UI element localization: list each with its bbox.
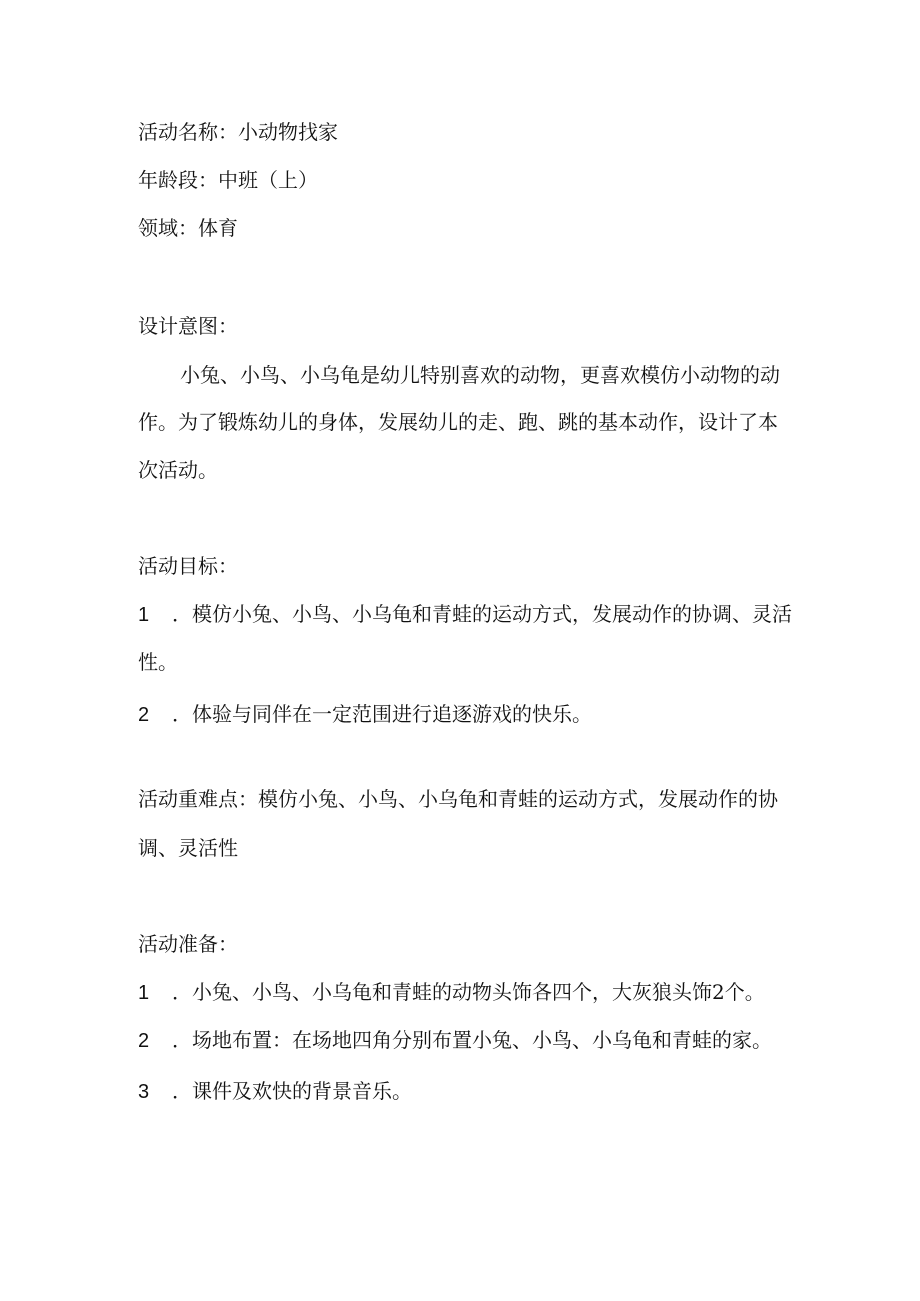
goal-number: 1	[138, 604, 150, 626]
preparation-heading: 活动准备：	[138, 932, 238, 956]
design-intent-line: 作。为了锻炼幼儿的身体，发展幼儿的走、跑、跳的基本动作，设计了本	[138, 410, 778, 434]
preparation-text: ．小兔、小鸟、小乌龟和青蛙的动物头饰各四个，大灰狼头饰2个。	[172, 980, 765, 1004]
preparation-text: ．课件及欢快的背景音乐。	[172, 1079, 412, 1103]
domain-field: 领域：体育	[138, 216, 238, 240]
preparation-number: 3	[138, 1081, 150, 1103]
preparation-number: 2	[138, 1030, 150, 1052]
design-intent-line: 小兔、小鸟、小乌龟是幼儿特别喜欢的动物，更喜欢模仿小动物的动	[180, 363, 780, 387]
activity-name: 活动名称：小动物找家	[138, 120, 338, 144]
design-intent-line: 次活动。	[138, 458, 218, 482]
goal-text-continued: 性。	[138, 650, 178, 674]
preparation-item	[138, 1026, 772, 1055]
goal-number: 2	[138, 704, 150, 726]
preparation-item	[138, 978, 765, 1007]
goal-item	[138, 600, 792, 629]
design-intent-heading: 设计意图：	[138, 314, 238, 338]
preparation-number: 1	[138, 982, 150, 1004]
goals-heading: 活动目标：	[138, 554, 238, 578]
goal-text: ．模仿小兔、小鸟、小乌龟和青蛙的运动方式，发展动作的协调、灵活	[172, 602, 792, 626]
key-points-line: 调、灵活性	[138, 836, 238, 860]
key-points-line: 活动重难点：模仿小兔、小鸟、小乌龟和青蛙的运动方式，发展动作的协	[138, 787, 778, 811]
goal-item	[138, 700, 592, 729]
age-group: 年龄段：中班（上）	[138, 168, 318, 192]
preparation-item	[138, 1077, 412, 1106]
preparation-text: ．场地布置：在场地四角分别布置小兔、小鸟、小乌龟和青蛙的家。	[172, 1028, 772, 1052]
goal-text: ．体验与同伴在一定范围进行追逐游戏的快乐。	[172, 702, 592, 726]
